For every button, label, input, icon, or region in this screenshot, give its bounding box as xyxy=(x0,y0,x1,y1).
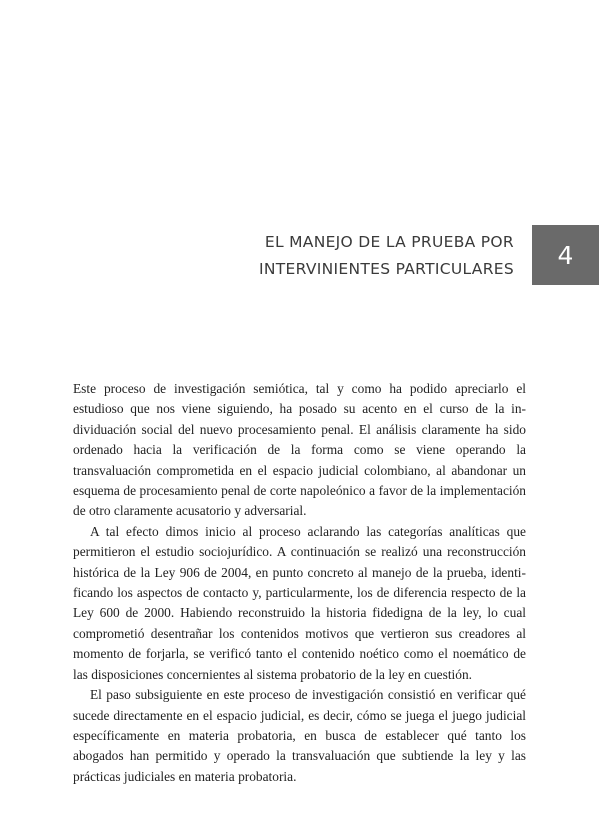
chapter-number-tab xyxy=(532,225,599,285)
paragraph-3: El paso subsiguiente en este proceso de investigación consistió en verificar qué sucede directamente en el espacio judicial, es decir, cómo se juega el juego judicial específicamente en materia probatoria, en busca de establecer qué tanto los abogados han permitido y operado la transvaluación que subtiende la ley y las prácticas judiciales en materia probatoria. xyxy=(73,687,526,784)
body-text xyxy=(73,379,526,787)
chapter-title xyxy=(184,229,514,283)
paragraph-2: A tal efecto dimos inicio al proceso aclarando las categorías analíticas que permitieron el estudio sociojurídico. A continuación se realizó una reconstrucción histórica de la Ley 906 de 2004, en punto concreto al manejo de la prueba, identificando los aspectos de contacto y, particularmente, los de diferencia respecto de la Ley 600 de 2000. Habiendo reconstruido la historia fidedigna de la ley, lo cual comprometió desentrañar los contenidos motivos que vertieron sus creadores al momento de forjarla, se verificó tanto el contenido noético como el noemático de las disposiciones concernientes al sistema probatorio de la ley en cuestión. xyxy=(73,523,526,682)
paragraph-1: Este proceso de investigación semiótica, tal y como ha podido apreciarlo el estudioso que nos viene siguiendo, ha posado su acento en el curso de la individuación social del nuevo procesamiento penal. El análisis claramente ha sido ordenado hacia la verificación de la forma como se viene operando la transvaluación comprometida en el espacio judicial colombiano, al abandonar un esquema de procesamiento penal de corte napoleónico a favor de la implementación de otro claramente acusatorio y adversarial. xyxy=(73,381,526,519)
chapter-number: 4 xyxy=(557,240,574,270)
chapter-title-line-1: EL MANEJO DE LA PRUEBA POR xyxy=(264,233,514,251)
chapter-title-line-2: INTERVINIENTES PARTICULARES xyxy=(258,260,514,278)
